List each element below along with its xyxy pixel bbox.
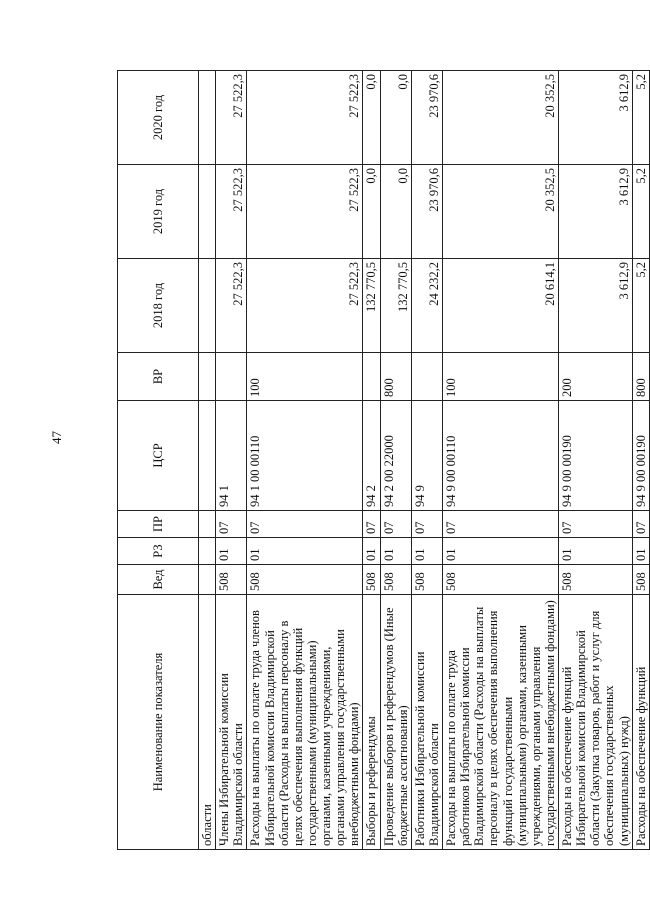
- cell-name: Члены Избирательной комиссии Владимирской области: [216, 595, 247, 850]
- cell-2018: 3 612,9: [559, 259, 633, 353]
- cell-pr: 07: [559, 511, 633, 538]
- cell-csr: 94 1: [216, 401, 247, 511]
- cell-ved: 508: [411, 565, 442, 595]
- cell-pr: 07: [411, 511, 442, 538]
- cell-2018: 27 522,3: [247, 259, 363, 353]
- cell-ved: 508: [559, 565, 633, 595]
- cell-rz: 01: [216, 538, 247, 565]
- cell-ved: 508: [443, 565, 559, 595]
- cell-2018: 5,2: [632, 259, 649, 353]
- cell-vr: [216, 353, 247, 401]
- cell-rz: 01: [632, 538, 649, 565]
- cell-2019: 0,0: [380, 165, 411, 259]
- cell-vr: 100: [443, 353, 559, 401]
- cell-2019: 27 522,3: [216, 165, 247, 259]
- cell-rz: 01: [559, 538, 633, 565]
- cell-pr: 07: [247, 511, 363, 538]
- table-row: [247, 71, 363, 850]
- cell-2020: 0,0: [363, 71, 380, 165]
- cell-2020: 27 522,3: [247, 71, 363, 165]
- cell-name: Расходы на выплаты по оплате труда работников Избирательной комиссии Владимирской области (Расходы на выплаты персоналу в целях обеспечения выполнения функций государственными (муниципальными) органами, казенными учреждениями, органами управления государственными внебюджетными фондами): [443, 595, 559, 850]
- cell-ved: 508: [632, 565, 649, 595]
- table-row: [632, 71, 649, 850]
- cell-2019: 20 352,5: [443, 165, 559, 259]
- cell-pr: 07: [380, 511, 411, 538]
- table-row: [216, 71, 247, 850]
- table-row: [411, 71, 442, 850]
- cell-csr: 94 1 00 00110: [247, 401, 363, 511]
- page-number: 47: [49, 431, 64, 444]
- cell-2018: 132 770,5: [380, 259, 411, 353]
- cell-2020: 5,2: [632, 71, 649, 165]
- cell-2019: 23 970,6: [411, 165, 442, 259]
- table-header-row: [118, 71, 199, 850]
- table-row: [559, 71, 633, 850]
- header-2018: 2018 год: [118, 259, 199, 353]
- table-row: [363, 71, 380, 850]
- cell-csr: 94 9: [411, 401, 442, 511]
- cell-2018: [199, 259, 216, 353]
- cell-vr: 800: [632, 353, 649, 401]
- cell-vr: 800: [380, 353, 411, 401]
- cell-vr: [363, 353, 380, 401]
- cell-pr: 07: [443, 511, 559, 538]
- cell-csr: 94 9 00 00190: [559, 401, 633, 511]
- cell-ved: 508: [216, 565, 247, 595]
- cell-name: Расходы на обеспечение функций Избирательной комиссии Владимирской области (Закупка товаров, работ и услуг для обеспечения государственных (муниципальных) нужд): [559, 595, 633, 850]
- cell-pr: 07: [216, 511, 247, 538]
- cell-ved: 508: [363, 565, 380, 595]
- cell-rz: 01: [380, 538, 411, 565]
- cell-rz: 01: [247, 538, 363, 565]
- cell-vr: [199, 353, 216, 401]
- cell-rz: 01: [411, 538, 442, 565]
- cell-2018: 24 232,2: [411, 259, 442, 353]
- cell-2018: 20 614,1: [443, 259, 559, 353]
- cell-vr: 100: [247, 353, 363, 401]
- cell-ved: [199, 565, 216, 595]
- cell-2020: [199, 71, 216, 165]
- cell-2019: 27 522,3: [247, 165, 363, 259]
- cell-2018: 132 770,5: [363, 259, 380, 353]
- cell-pr: [199, 511, 216, 538]
- header-ved: Вед: [118, 565, 199, 595]
- cell-2019: [199, 165, 216, 259]
- cell-pr: 07: [632, 511, 649, 538]
- cell-ved: 508: [380, 565, 411, 595]
- cell-2020: 27 522,3: [216, 71, 247, 165]
- cell-rz: 01: [363, 538, 380, 565]
- cell-csr: 94 2 00 22000: [380, 401, 411, 511]
- header-2019: 2019 год: [118, 165, 199, 259]
- cell-name: Проведение выборов и референдумов (Иные бюджетные ассигнования): [380, 595, 411, 850]
- header-name: Наименование показателя: [118, 595, 199, 850]
- table-row: [199, 71, 216, 850]
- cell-rz: [199, 538, 216, 565]
- cell-name: Расходы на выплаты по оплате труда членов Избирательной комиссии Владимирской области (Расходы на выплаты персоналу в целях обеспечения выполнения функций государственными (муниципальными) органами, казенными учреждениями, органами управления государственными внебюджетными фондами): [247, 595, 363, 850]
- header-vr: ВР: [118, 353, 199, 401]
- cell-2020: 3 612,9: [559, 71, 633, 165]
- cell-rz: 01: [443, 538, 559, 565]
- cell-2019: 3 612,9: [559, 165, 633, 259]
- header-csr: ЦСР: [118, 401, 199, 511]
- header-pr: ПР: [118, 511, 199, 538]
- cell-2020: 20 352,5: [443, 71, 559, 165]
- header-2020: 2020 год: [118, 71, 199, 165]
- cell-vr: 200: [559, 353, 633, 401]
- cell-2020: 23 970,6: [411, 71, 442, 165]
- cell-vr: [411, 353, 442, 401]
- cell-csr: [199, 401, 216, 511]
- cell-name: Выборы и референдумы: [363, 595, 380, 850]
- cell-name: Работники Избирательной комиссии Владимирской области: [411, 595, 442, 850]
- table-row: [443, 71, 559, 850]
- cell-name: Расходы на обеспечение функций: [632, 595, 649, 850]
- cell-csr: 94 2: [363, 401, 380, 511]
- header-rz: РЗ: [118, 538, 199, 565]
- budget-table-frame: [117, 70, 648, 850]
- cell-ved: 508: [247, 565, 363, 595]
- cell-pr: 07: [363, 511, 380, 538]
- cell-csr: 94 9 00 00110: [443, 401, 559, 511]
- cell-2018: 27 522,3: [216, 259, 247, 353]
- cell-csr: 94 9 00 00190: [632, 401, 649, 511]
- budget-table: [117, 70, 650, 850]
- cell-2019: 5,2: [632, 165, 649, 259]
- cell-name: области: [199, 595, 216, 850]
- cell-2019: 0,0: [363, 165, 380, 259]
- table-row: [380, 71, 411, 850]
- cell-2020: 0,0: [380, 71, 411, 165]
